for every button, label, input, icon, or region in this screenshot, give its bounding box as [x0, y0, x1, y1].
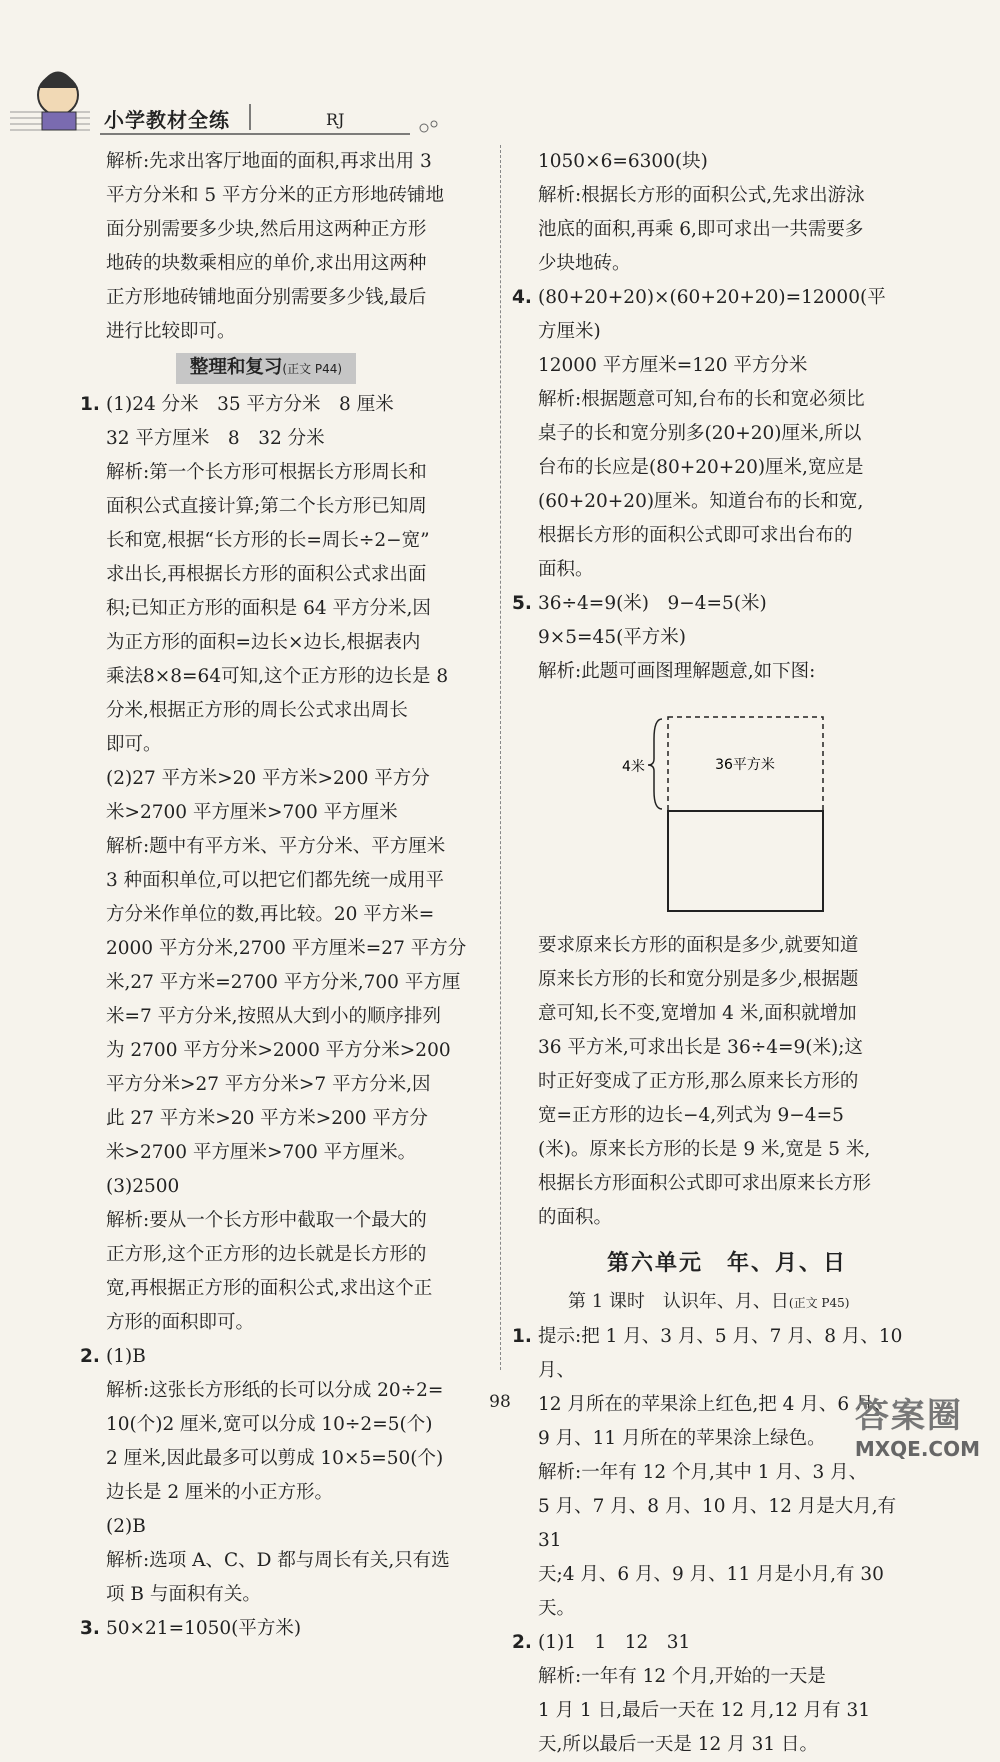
answer-line: 宽,再根据正方形的面积公式,求出这个正	[106, 1278, 433, 1299]
answer-line: 根据长方形的面积公式即可求出台布的	[538, 525, 853, 546]
side-label: 4米	[622, 759, 645, 775]
answer-line: 36÷4=9(米) 9−4=5(米)	[538, 593, 767, 614]
question-3	[80, 1612, 480, 1646]
answer-line: 平方分米>27 平方分米>7 平方分米,因	[106, 1074, 431, 1095]
question-4	[512, 281, 916, 587]
question-number: 1.	[512, 1326, 532, 1347]
unit-question-2	[512, 1626, 916, 1762]
unit-title: 第六单元 年、月、日	[606, 1251, 847, 1276]
answer-line: 米,27 平方米=2700 平方分米,700 平方厘	[106, 972, 461, 993]
answer-line: 解析:选项 A、C、D 都与周长有关,只有选	[106, 1550, 450, 1571]
answer-line: (3)2500	[106, 1176, 180, 1197]
intro-line: 进行比较即可。	[106, 321, 236, 342]
answer-line: 天,所以最后一天是 12 月 31 日。	[538, 1734, 818, 1755]
question-1	[80, 388, 480, 1340]
question-number: 2.	[80, 1346, 100, 1367]
answer-line: 9 月、11 月所在的苹果涂上绿色。	[538, 1428, 826, 1449]
answer-line: 5 月、7 月、8 月、10 月、12 月是大月,有 31	[538, 1496, 897, 1551]
answer-line: 宽=正方形的边长−4,列式为 9−4=5	[538, 1105, 844, 1126]
left-column	[80, 145, 480, 1646]
lesson-ref: (正文 P45)	[788, 1296, 850, 1310]
answer-line: 方形的面积即可。	[106, 1312, 255, 1333]
unit-question-1	[512, 1320, 916, 1626]
answer-line: 方厘米)	[538, 321, 601, 342]
intro-line: 正方形地砖铺地面分别需要多少钱,最后	[106, 287, 427, 308]
intro-line: 解析:先求出客厅地面的面积,再求出用 3	[106, 151, 432, 172]
answer-line: 少块地砖。	[538, 253, 631, 274]
answer-line: 2000 平方分米,2700 平方厘米=27 平方分	[106, 938, 467, 959]
answer-line: 解析:根据长方形的面积公式,先求出游泳	[538, 185, 865, 206]
question-5	[512, 587, 916, 689]
answer-line: (1)24 分米 35 平方分米 8 厘米	[106, 394, 394, 415]
answer-line: (2)B	[106, 1516, 146, 1537]
answer-line: 正方形,这个正方形的边长就是长方形的	[106, 1244, 427, 1265]
answer-line: 的面积。	[538, 1207, 613, 1228]
answer-line: 项 B 与面积有关。	[106, 1584, 261, 1605]
answer-line: 即可。	[106, 734, 162, 755]
answer-line: 12000 平方厘米=120 平方分米	[538, 355, 808, 376]
answer-line: 解析:一年有 12 个月,开始的一天是	[538, 1666, 826, 1687]
answer-line: 长和宽,根据“长方形的长=周长÷2−宽”	[106, 530, 430, 551]
answer-line: 面积。	[538, 559, 594, 580]
answer-line: 1 月 1 日,最后一天在 12 月,12 月有 31	[538, 1700, 871, 1721]
intro-line: 面分别需要多少块,然后用这两种正方形	[106, 219, 427, 240]
answer-line: 为 2700 平方分米>2000 平方分米>200	[106, 1040, 451, 1061]
answer-line: 36 平方米,可求出长是 36÷4=9(米);这	[538, 1037, 863, 1058]
answer-line: 求出长,再根据长方形的面积公式求出面	[106, 564, 427, 585]
section-label: 整理和复习	[189, 357, 283, 378]
answer-line: 2 厘米,因此最多可以剪成 10×5=50(个)	[106, 1448, 444, 1469]
answer-line: 意可知,长不变,宽增加 4 米,面积就增加	[538, 1003, 857, 1024]
question-number: 5.	[512, 593, 532, 614]
column-divider	[500, 145, 501, 1370]
answer-line: 50×21=1050(平方米)	[106, 1618, 302, 1639]
question-number: 3.	[80, 1618, 100, 1639]
answer-line: 根据长方形面积公式即可求出原来长方形	[538, 1173, 872, 1194]
answer-line: (2)27 平方米>20 平方米>200 平方分	[106, 768, 430, 789]
answer-line: (80+20+20)×(60+20+20)=12000(平	[538, 287, 886, 308]
answer-line: 解析:这张长方形纸的长可以分成 20÷2=	[106, 1380, 444, 1401]
answer-line: 解析:题中有平方米、平方分米、平方厘米	[106, 836, 446, 857]
answer-line: 方分米作单位的数,再比较。20 平方米=	[106, 904, 435, 925]
answer-line: 桌子的长和宽分别多(20+20)厘米,所以	[538, 423, 862, 444]
answer-line: 乘法8×8=64可知,这个正方形的边长是 8	[106, 666, 449, 687]
question-2	[80, 1340, 480, 1612]
answer-line: 解析:第一个长方形可根据长方形周长和	[106, 462, 427, 483]
question-number: 4.	[512, 287, 532, 308]
answer-line: 解析:此题可画图理解题意,如下图:	[538, 661, 816, 682]
answer-line: 时正好变成了正方形,那么原来长方形的	[538, 1071, 859, 1092]
lesson-label: 第 1 课时 认识年、月、日	[568, 1291, 789, 1312]
answer-line: 为正方形的面积=边长×边长,根据表内	[106, 632, 421, 653]
question-number: 1.	[80, 394, 100, 415]
answer-line: 9×5=45(平方米)	[538, 627, 687, 648]
answer-line: 米>2700 平方厘米>700 平方厘米。	[106, 1142, 417, 1163]
question-number: 2.	[512, 1632, 532, 1653]
watermark-bottom: MXQE.COM	[854, 1437, 980, 1461]
answer-line: 32 平方厘米 8 32 分米	[106, 428, 325, 449]
answer-line: 米=7 平方分米,按照从大到小的顺序排列	[106, 1006, 442, 1027]
answer-line: (1)B	[106, 1346, 146, 1367]
watermark	[855, 1388, 980, 1461]
answer-line: 天;4 月、6 月、9 月、11 月是小月,有 30 天。	[538, 1564, 884, 1619]
answer-line: 分米,根据正方形的周长公式求出周长	[106, 700, 408, 721]
answer-line: (60+20+20)厘米。知道台布的长和宽,	[538, 491, 864, 512]
answer-line: 提示:把 1 月、3 月、5 月、7 月、8 月、10 月、	[538, 1326, 903, 1381]
answer-line: (米)。原来长方形的长是 9 米,宽是 5 米,	[538, 1139, 871, 1160]
answer-line: 1050×6=6300(块)	[538, 151, 708, 172]
answer-line: 面积公式直接计算;第二个长方形已知周	[106, 496, 427, 517]
answer-line: 边长是 2 厘米的小正方形。	[106, 1482, 334, 1503]
rectangle-diagram	[538, 689, 916, 929]
answer-line: 米>2700 平方厘米>700 平方厘米	[106, 802, 398, 823]
answer-line: 10(个)2 厘米,宽可以分成 10÷2=5(个)	[106, 1414, 433, 1435]
intro-line: 地砖的块数乘相应的单价,求出用这两种	[106, 253, 427, 274]
answer-line: 解析:根据题意可知,台布的长和宽必须比	[538, 389, 865, 410]
answer-line: 此 27 平方米>20 平方米>200 平方分	[106, 1108, 428, 1129]
original-rectangle	[668, 811, 823, 911]
answer-line: 要求原来长方形的面积是多少,就要知道	[538, 935, 859, 956]
answer-line: 池底的面积,再乘 6,即可求出一共需要多	[538, 219, 864, 240]
answer-line: 台布的长应是(80+20+20)厘米,宽应是	[538, 457, 864, 478]
watermark-top: 答案圈	[854, 1396, 963, 1436]
section-ref: (正文 P44)	[282, 362, 343, 376]
right-column	[512, 145, 916, 1762]
answer-line: 原来长方形的长和宽分别是多少,根据题	[538, 969, 859, 990]
area-label: 36平方米	[715, 757, 775, 773]
answer-line: 解析:一年有 12 个月,其中 1 月、3 月、	[538, 1462, 868, 1483]
book-title: 小学教材全练	[104, 108, 230, 132]
answer-line: 3 种面积单位,可以把它们都先统一成用平	[106, 870, 445, 891]
page-header	[0, 0, 1000, 150]
diagram-svg	[538, 689, 916, 929]
brace	[648, 719, 662, 809]
edition-label: RJ	[326, 110, 345, 129]
section-heading	[176, 353, 356, 384]
answer-line: (1)1 1 12 31	[538, 1632, 691, 1653]
answer-line: 解析:要从一个长方形中截取一个最大的	[106, 1210, 427, 1231]
answer-line: 积;已知正方形的面积是 64 平方分米,因	[106, 598, 431, 619]
lesson-title	[538, 1285, 916, 1320]
answer-line: 12 月所在的苹果涂上红色,把 4 月、6 月、	[538, 1394, 892, 1415]
intro-line: 平方分米和 5 平方分米的正方形地砖铺地	[106, 185, 445, 206]
page-number: 98	[489, 1392, 511, 1412]
